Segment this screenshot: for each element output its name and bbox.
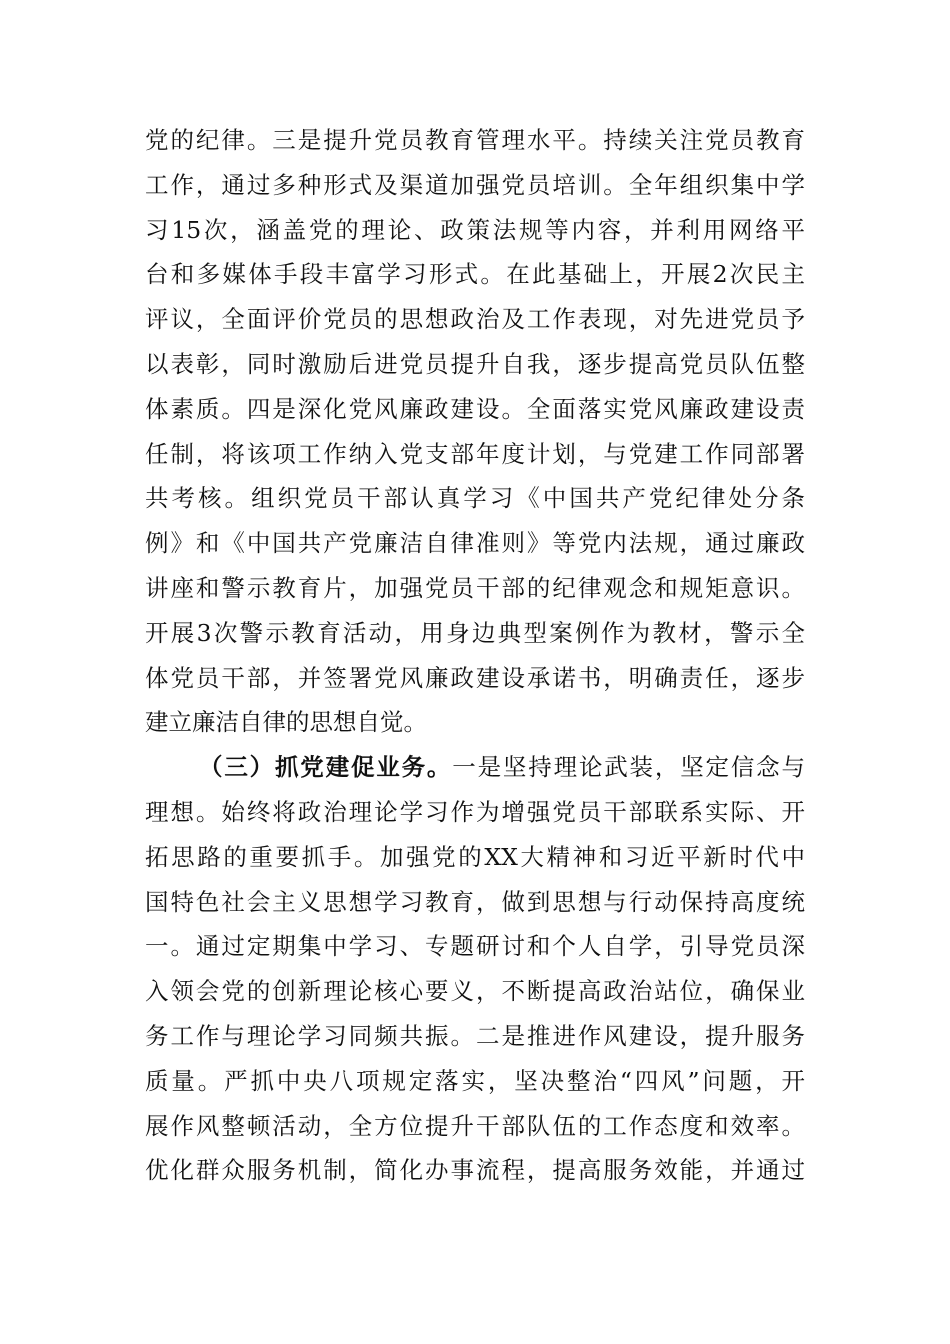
text-line: 体素质。四是深化党风廉政建设。全面落实党风廉政建设责 — [145, 394, 805, 423]
text-line: 建立廉洁自律的思想自觉。 — [145, 708, 427, 737]
text-line: 优化群众服务机制，简化办事流程，提高服务效能，并通过 — [145, 1156, 805, 1185]
text-line: 习15次，涵盖党的理论、政策法规等内容，并利用网络平 — [145, 215, 805, 244]
text-line: 体党员干部，并签署党风廉政建设承诺书，明确责任，逐步 — [145, 663, 805, 692]
text-line: 评议，全面评价党员的思想政治及工作表现，对先进党员予 — [145, 305, 805, 334]
text-line: 工作，通过多种形式及渠道加强党员培训。全年组织集中学 — [145, 170, 805, 199]
text-line: 理想。始终将政治理论学习作为增强党员干部联系实际、开 — [145, 797, 805, 826]
text-line: 入领会党的创新理论核心要义，不断提高政治站位，确保业 — [145, 977, 805, 1006]
text-line: 讲座和警示教育片，加强党员干部的纪律观念和规矩意识。 — [145, 573, 805, 602]
section-heading: （三）抓党建促业务。 — [199, 753, 453, 782]
text-line: 一。通过定期集中学习、专题研讨和个人自学，引导党员深 — [145, 932, 805, 961]
text-line: 展作风整顿活动，全方位提升干部队伍的工作态度和效率。 — [145, 1111, 805, 1140]
text-line: 务工作与理论学习同频共振。二是推进作风建设，提升服务 — [145, 1021, 805, 1050]
body-text — [145, 118, 805, 1193]
text-line: 拓思路的重要抓手。加强党的XX大精神和习近平新时代中 — [145, 842, 805, 871]
text-line: 共考核。组织党员干部认真学习《中国共产党纪律处分条 — [145, 484, 805, 513]
text-line: 台和多媒体手段丰富学习形式。在此基础上，开展2次民主 — [145, 260, 805, 289]
text-line: 党的纪律。三是提升党员教育管理水平。持续关注党员教育 — [145, 126, 805, 154]
text-line: 以表彰，同时激励后进党员提升自我，逐步提高党员队伍整 — [145, 349, 805, 378]
text-line: 开展3次警示教育活动，用身边典型案例作为教材，警示全 — [145, 618, 805, 647]
text-line: 任制，将该项工作纳入党支部年度计划，与党建工作同部署 — [145, 439, 805, 468]
text-line: 例》和《中国共产党廉洁自律准则》等党内法规，通过廉政 — [145, 529, 805, 558]
text-line: 国特色社会主义思想学习教育，做到思想与行动保持高度统 — [145, 887, 805, 916]
section-heading-line — [145, 745, 805, 790]
text-fragment: 一是坚持理论武装，坚定信念与 — [452, 753, 806, 782]
text-line: 质量。严抓中央八项规定落实，坚决整治“四风”问题，开 — [145, 1066, 805, 1095]
